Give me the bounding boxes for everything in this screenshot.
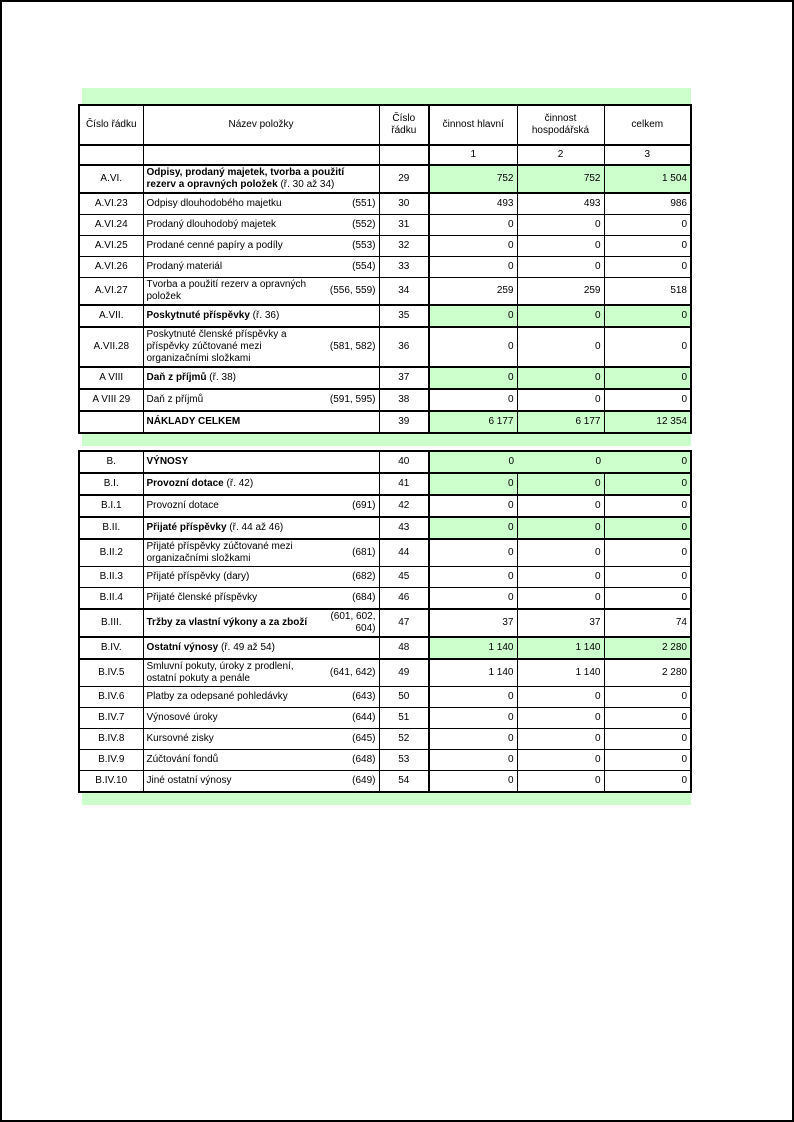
row-item-name: Poskytnuté členské příspěvky a příspěvky zúčtované mezi organizačními složkami bbox=[146, 329, 287, 364]
value-activity-main: 0 bbox=[429, 305, 517, 327]
row-account-codes: (601, 602, 604) bbox=[330, 611, 376, 634]
value-total: 12 354 bbox=[604, 411, 691, 433]
header-total: celkem bbox=[604, 105, 691, 145]
row-item-name: VÝNOSY bbox=[146, 456, 189, 467]
value-total: 986 bbox=[604, 193, 691, 215]
table-row bbox=[79, 451, 691, 473]
value-activity-economic: 752 bbox=[517, 165, 604, 193]
table-row bbox=[79, 165, 691, 193]
row-name-cell bbox=[143, 257, 379, 278]
row-account-codes: (581, 582) bbox=[329, 341, 376, 352]
row-item-name: Tvorba a použití rezerv a opravných položek bbox=[146, 279, 307, 302]
table-row bbox=[79, 236, 691, 257]
row-name-cell bbox=[143, 659, 379, 687]
table-row bbox=[79, 278, 691, 306]
row-code: B.II. bbox=[79, 517, 143, 539]
subheader-empty bbox=[143, 145, 379, 165]
row-line-number: 41 bbox=[379, 473, 429, 495]
row-line-number: 40 bbox=[379, 451, 429, 473]
value-total: 0 bbox=[604, 215, 691, 236]
value-activity-economic: 1 140 bbox=[517, 659, 604, 687]
row-line-number: 39 bbox=[379, 411, 429, 433]
value-activity-economic: 0 bbox=[517, 729, 604, 750]
subheader-empty bbox=[379, 145, 429, 165]
row-name-cell bbox=[143, 367, 379, 389]
green-band-middle bbox=[82, 434, 691, 446]
value-activity-economic: 0 bbox=[517, 495, 604, 517]
row-account-codes: (643) bbox=[352, 691, 376, 702]
row-account-codes: (684) bbox=[352, 592, 376, 603]
row-line-number: 38 bbox=[379, 389, 429, 411]
row-account-codes: (649) bbox=[352, 775, 376, 786]
row-code: B.II.3 bbox=[79, 567, 143, 588]
table-row bbox=[79, 637, 691, 659]
value-activity-economic: 0 bbox=[517, 215, 604, 236]
row-account-codes: (644) bbox=[352, 712, 376, 723]
table-row bbox=[79, 750, 691, 771]
costs-table bbox=[78, 104, 692, 434]
row-account-codes: (556, 559) bbox=[329, 285, 376, 296]
value-activity-economic: 0 bbox=[517, 517, 604, 539]
value-activity-economic: 0 bbox=[517, 236, 604, 257]
row-line-number: 53 bbox=[379, 750, 429, 771]
row-name-cell bbox=[143, 637, 379, 659]
row-code: A.VI.27 bbox=[79, 278, 143, 306]
value-total: 0 bbox=[604, 236, 691, 257]
value-activity-main: 0 bbox=[429, 771, 517, 793]
row-item-name: Prodaný dlouhodobý majetek bbox=[146, 219, 277, 230]
row-account-codes: (552) bbox=[352, 219, 376, 230]
row-line-number: 36 bbox=[379, 327, 429, 367]
row-item-name: Prodané cenné papíry a podíly bbox=[146, 240, 283, 251]
value-activity-main: 1 140 bbox=[429, 637, 517, 659]
value-activity-main: 0 bbox=[429, 708, 517, 729]
value-activity-main: 0 bbox=[429, 567, 517, 588]
value-activity-main: 493 bbox=[429, 193, 517, 215]
value-activity-main: 0 bbox=[429, 257, 517, 278]
value-total: 0 bbox=[604, 687, 691, 708]
row-code: A.VI.24 bbox=[79, 215, 143, 236]
row-line-number: 48 bbox=[379, 637, 429, 659]
row-code: B.I.1 bbox=[79, 495, 143, 517]
row-line-number: 45 bbox=[379, 567, 429, 588]
value-total: 0 bbox=[604, 708, 691, 729]
row-account-codes: (648) bbox=[352, 754, 376, 765]
value-activity-main: 0 bbox=[429, 750, 517, 771]
row-line-number: 46 bbox=[379, 588, 429, 610]
value-activity-main: 0 bbox=[429, 539, 517, 567]
table-row bbox=[79, 708, 691, 729]
row-code: B.IV.10 bbox=[79, 771, 143, 793]
row-code: A.VI.25 bbox=[79, 236, 143, 257]
row-line-number: 31 bbox=[379, 215, 429, 236]
table-row bbox=[79, 771, 691, 793]
value-activity-main: 752 bbox=[429, 165, 517, 193]
row-name-cell bbox=[143, 165, 379, 193]
value-total: 0 bbox=[604, 389, 691, 411]
value-activity-main: 0 bbox=[429, 517, 517, 539]
row-name-cell bbox=[143, 389, 379, 411]
row-item-name: Jiné ostatní výnosy bbox=[146, 775, 232, 786]
table-header-row bbox=[79, 105, 691, 145]
row-line-number: 42 bbox=[379, 495, 429, 517]
row-account-codes: (553) bbox=[352, 240, 376, 251]
value-total: 2 280 bbox=[604, 659, 691, 687]
header-row-code: Číslo řádku bbox=[79, 105, 143, 145]
table-row bbox=[79, 473, 691, 495]
value-total: 74 bbox=[604, 609, 691, 637]
table-row bbox=[79, 367, 691, 389]
table-row bbox=[79, 567, 691, 588]
row-code: A.VI.26 bbox=[79, 257, 143, 278]
row-item-name: Daň z příjmů bbox=[146, 394, 204, 405]
table-row bbox=[79, 517, 691, 539]
row-line-number: 32 bbox=[379, 236, 429, 257]
value-activity-main: 37 bbox=[429, 609, 517, 637]
table-row bbox=[79, 539, 691, 567]
row-code: B.I. bbox=[79, 473, 143, 495]
row-item-name: NÁKLADY CELKEM bbox=[146, 416, 241, 427]
row-code bbox=[79, 411, 143, 433]
row-name-cell bbox=[143, 687, 379, 708]
table-row bbox=[79, 729, 691, 750]
value-activity-main: 1 140 bbox=[429, 659, 517, 687]
table-row bbox=[79, 389, 691, 411]
header-item-name: Název položky bbox=[143, 105, 379, 145]
value-total: 0 bbox=[604, 451, 691, 473]
row-code: A.VII. bbox=[79, 305, 143, 327]
row-code: B.IV.9 bbox=[79, 750, 143, 771]
row-code: B. bbox=[79, 451, 143, 473]
value-total: 0 bbox=[604, 495, 691, 517]
value-activity-economic: 0 bbox=[517, 305, 604, 327]
statement-content bbox=[78, 88, 690, 805]
table-row bbox=[79, 193, 691, 215]
header-activity-economic: činnost hospodářská bbox=[517, 105, 604, 145]
row-item-name: Přijaté příspěvky zúčtované mezi organizačními složkami bbox=[146, 541, 293, 564]
row-account-codes: (691) bbox=[352, 500, 376, 511]
row-name-cell bbox=[143, 327, 379, 367]
row-item-name: Odpisy dlouhodobého majetku bbox=[146, 198, 282, 209]
row-item-name: Poskytnuté příspěvky (ř. 36) bbox=[146, 310, 280, 321]
value-total: 0 bbox=[604, 305, 691, 327]
row-item-name: Přijaté příspěvky (dary) bbox=[146, 571, 250, 582]
value-activity-economic: 0 bbox=[517, 367, 604, 389]
row-name-cell bbox=[143, 411, 379, 433]
row-name-cell bbox=[143, 473, 379, 495]
value-activity-economic: 6 177 bbox=[517, 411, 604, 433]
row-name-cell bbox=[143, 588, 379, 610]
table-row bbox=[79, 327, 691, 367]
value-total: 0 bbox=[604, 750, 691, 771]
row-item-name: Přijaté členské příspěvky bbox=[146, 592, 258, 603]
value-activity-main: 0 bbox=[429, 215, 517, 236]
row-account-codes: (591, 595) bbox=[329, 394, 376, 405]
value-activity-main: 0 bbox=[429, 495, 517, 517]
row-name-cell bbox=[143, 750, 379, 771]
row-line-number: 49 bbox=[379, 659, 429, 687]
table-row bbox=[79, 687, 691, 708]
row-line-number: 44 bbox=[379, 539, 429, 567]
value-activity-economic: 0 bbox=[517, 327, 604, 367]
row-code: B.III. bbox=[79, 609, 143, 637]
row-item-name: Smluvní pokuty, úroky z prodlení, ostatní pokuty a penále bbox=[146, 661, 294, 684]
column-index-1: 1 bbox=[429, 145, 517, 165]
table-row bbox=[79, 411, 691, 433]
row-line-number: 34 bbox=[379, 278, 429, 306]
row-name-cell bbox=[143, 215, 379, 236]
value-activity-economic: 0 bbox=[517, 687, 604, 708]
row-name-cell bbox=[143, 517, 379, 539]
value-activity-economic: 0 bbox=[517, 750, 604, 771]
value-total: 0 bbox=[604, 588, 691, 610]
value-activity-economic: 0 bbox=[517, 771, 604, 793]
table-row bbox=[79, 215, 691, 236]
value-activity-main: 0 bbox=[429, 327, 517, 367]
value-total: 0 bbox=[604, 729, 691, 750]
row-item-name: Daň z příjmů (ř. 38) bbox=[146, 372, 236, 383]
row-line-number: 29 bbox=[379, 165, 429, 193]
value-total: 0 bbox=[604, 517, 691, 539]
row-item-name: Provozní dotace bbox=[146, 500, 219, 511]
value-total: 0 bbox=[604, 771, 691, 793]
value-total: 0 bbox=[604, 327, 691, 367]
value-activity-economic: 0 bbox=[517, 389, 604, 411]
row-item-name: Přijaté příspěvky (ř. 44 až 46) bbox=[146, 522, 284, 533]
value-total: 2 280 bbox=[604, 637, 691, 659]
column-index-3: 3 bbox=[604, 145, 691, 165]
row-item-name: Platby za odepsané pohledávky bbox=[146, 691, 288, 702]
value-activity-main: 0 bbox=[429, 389, 517, 411]
row-code: B.IV.5 bbox=[79, 659, 143, 687]
value-total: 0 bbox=[604, 257, 691, 278]
row-name-cell bbox=[143, 495, 379, 517]
value-activity-main: 0 bbox=[429, 367, 517, 389]
row-item-name: Zúčtování fondů bbox=[146, 754, 219, 765]
row-item-name: Kursovné zisky bbox=[146, 733, 214, 744]
row-line-number: 43 bbox=[379, 517, 429, 539]
row-line-number: 50 bbox=[379, 687, 429, 708]
value-activity-economic: 0 bbox=[517, 588, 604, 610]
row-name-cell bbox=[143, 539, 379, 567]
subheader-empty bbox=[79, 145, 143, 165]
value-total: 1 504 bbox=[604, 165, 691, 193]
row-line-number: 52 bbox=[379, 729, 429, 750]
row-name-cell bbox=[143, 451, 379, 473]
value-activity-economic: 1 140 bbox=[517, 637, 604, 659]
row-code: B.IV.6 bbox=[79, 687, 143, 708]
row-item-name: Provozní dotace (ř. 42) bbox=[146, 478, 254, 489]
table-row bbox=[79, 257, 691, 278]
row-item-name: Ostatní výnosy (ř. 49 až 54) bbox=[146, 642, 275, 653]
row-code: B.II.4 bbox=[79, 588, 143, 610]
value-total: 518 bbox=[604, 278, 691, 306]
value-activity-main: 0 bbox=[429, 588, 517, 610]
row-line-number: 37 bbox=[379, 367, 429, 389]
header-activity-main: činnost hlavní bbox=[429, 105, 517, 145]
value-activity-economic: 37 bbox=[517, 609, 604, 637]
row-code: A.VII.28 bbox=[79, 327, 143, 367]
green-band-bottom bbox=[82, 793, 691, 805]
value-total: 0 bbox=[604, 367, 691, 389]
value-activity-main: 0 bbox=[429, 236, 517, 257]
row-code: B.IV.8 bbox=[79, 729, 143, 750]
row-line-number: 54 bbox=[379, 771, 429, 793]
row-name-cell bbox=[143, 567, 379, 588]
value-activity-economic: 0 bbox=[517, 708, 604, 729]
row-name-cell bbox=[143, 708, 379, 729]
value-activity-economic: 0 bbox=[517, 257, 604, 278]
header-row-number: Číslo řádku bbox=[379, 105, 429, 145]
row-name-cell bbox=[143, 771, 379, 793]
value-total: 0 bbox=[604, 473, 691, 495]
row-name-cell bbox=[143, 729, 379, 750]
row-name-cell bbox=[143, 609, 379, 637]
value-activity-main: 0 bbox=[429, 687, 517, 708]
row-name-cell bbox=[143, 305, 379, 327]
row-line-number: 35 bbox=[379, 305, 429, 327]
row-name-cell bbox=[143, 236, 379, 257]
row-line-number: 47 bbox=[379, 609, 429, 637]
row-account-codes: (681) bbox=[352, 547, 376, 558]
table-row bbox=[79, 659, 691, 687]
row-code: A.VI. bbox=[79, 165, 143, 193]
row-account-codes: (645) bbox=[352, 733, 376, 744]
value-activity-economic: 0 bbox=[517, 567, 604, 588]
row-account-codes: (641, 642) bbox=[329, 667, 376, 678]
value-activity-economic: 493 bbox=[517, 193, 604, 215]
row-item-name: Odpisy, prodaný majetek, tvorba a použití rezerv a opravných položek (ř. 30 až 34) bbox=[146, 167, 345, 190]
row-line-number: 33 bbox=[379, 257, 429, 278]
table-row bbox=[79, 305, 691, 327]
row-item-name: Prodaný materiál bbox=[146, 261, 223, 272]
green-band-top bbox=[82, 88, 691, 104]
value-total: 0 bbox=[604, 539, 691, 567]
row-item-name: Tržby za vlastní výkony a za zboží bbox=[146, 617, 308, 628]
value-activity-main: 0 bbox=[429, 473, 517, 495]
value-activity-main: 0 bbox=[429, 729, 517, 750]
table-row bbox=[79, 588, 691, 610]
row-name-cell bbox=[143, 278, 379, 306]
column-index-2: 2 bbox=[517, 145, 604, 165]
value-total: 0 bbox=[604, 567, 691, 588]
table-row bbox=[79, 495, 691, 517]
value-activity-main: 0 bbox=[429, 451, 517, 473]
value-activity-economic: 259 bbox=[517, 278, 604, 306]
row-item-name: Výnosové úroky bbox=[146, 712, 218, 723]
value-activity-main: 6 177 bbox=[429, 411, 517, 433]
value-activity-economic: 0 bbox=[517, 539, 604, 567]
value-activity-economic: 0 bbox=[517, 473, 604, 495]
row-code: B.II.2 bbox=[79, 539, 143, 567]
row-code: B.IV. bbox=[79, 637, 143, 659]
row-code: B.IV.7 bbox=[79, 708, 143, 729]
row-account-codes: (682) bbox=[352, 571, 376, 582]
row-code: A VIII 29 bbox=[79, 389, 143, 411]
value-activity-main: 259 bbox=[429, 278, 517, 306]
value-activity-economic: 0 bbox=[517, 451, 604, 473]
row-code: A VIII bbox=[79, 367, 143, 389]
row-code: A.VI.23 bbox=[79, 193, 143, 215]
row-line-number: 30 bbox=[379, 193, 429, 215]
row-account-codes: (554) bbox=[352, 261, 376, 272]
revenues-table bbox=[78, 450, 692, 793]
column-index-row bbox=[79, 145, 691, 165]
row-account-codes: (551) bbox=[352, 198, 376, 209]
row-name-cell bbox=[143, 193, 379, 215]
row-line-number: 51 bbox=[379, 708, 429, 729]
table-row bbox=[79, 609, 691, 637]
